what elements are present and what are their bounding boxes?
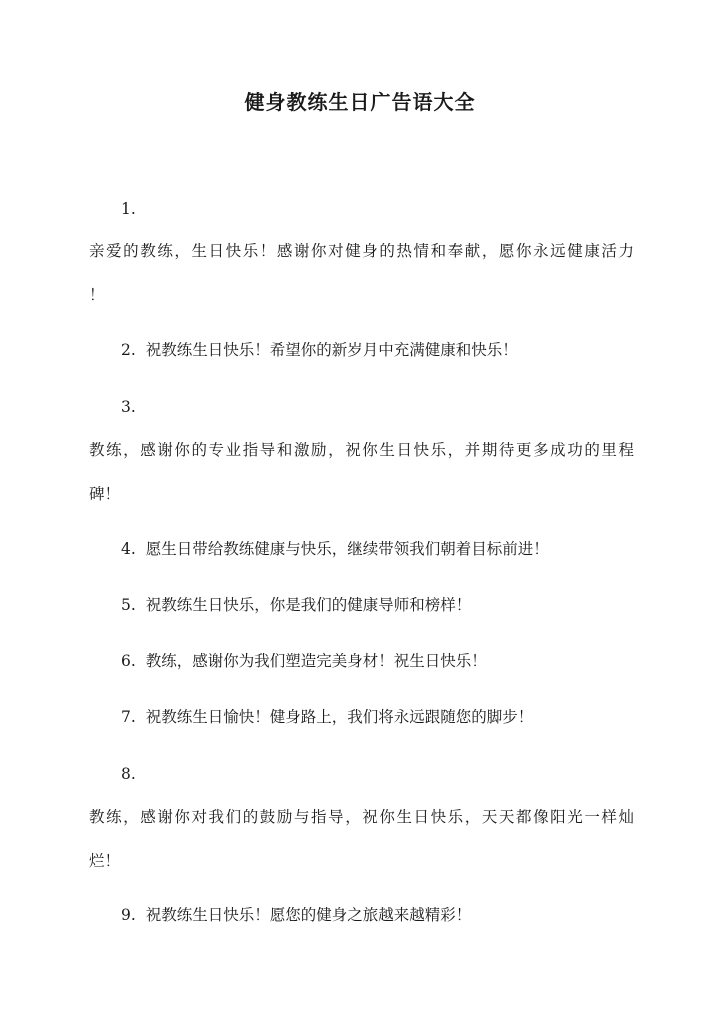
list-item — [121, 707, 533, 727]
list-item — [121, 651, 487, 671]
list-item-number: 6. — [121, 652, 136, 670]
list-item — [121, 905, 471, 925]
list-item — [121, 340, 518, 360]
list-item-number: 2. — [121, 341, 136, 359]
list-item-number: 3. — [121, 398, 136, 416]
list-item-number: 9. — [121, 906, 136, 924]
list-item-text: 愿生日带给教练健康与快乐，继续带领我们朝着目标前进！ — [145, 540, 549, 558]
list-item-text: 教练，感谢你的专业指导和激励，祝你生日快乐，并期待更多成功的里程 — [89, 441, 634, 459]
list-item-number: 1. — [121, 200, 136, 218]
list-item-number: 4. — [121, 540, 136, 558]
document-title: 健身教练生日广告语大全 — [244, 90, 476, 114]
list-item-text: 教练，感谢你为我们塑造完美身材！祝生日快乐！ — [145, 652, 487, 670]
list-item-text: 祝教练生日快乐，你是我们的健康导师和榜样！ — [145, 596, 472, 614]
list-item — [121, 595, 471, 615]
list-item-number: 7. — [121, 708, 136, 726]
list-item-number: 5. — [121, 596, 136, 614]
list-item-text: 祝教练生日快乐！愿您的健身之旅越来越精彩！ — [145, 906, 472, 924]
list-item-text: 教练，感谢你对我们的鼓励与指导，祝你生日快乐，天天都像阳光一样灿 — [89, 808, 634, 826]
list-item-text: 祝教练生日快乐！希望你的新岁月中充满健康和快乐！ — [145, 341, 518, 359]
list-item-text-continued: 碑！ — [89, 485, 121, 503]
list-item-number: 8. — [121, 765, 136, 783]
list-item-text-continued: 烂！ — [89, 852, 121, 870]
list-item-text-continued: ！ — [89, 286, 105, 304]
list-item-text: 亲爱的教练，生日快乐！感谢你对健身的热情和奉献，愿你永远健康活力 — [89, 242, 634, 260]
list-item — [121, 539, 549, 559]
list-item-text: 祝教练生日愉快！健身路上，我们将永远跟随您的脚步！ — [145, 708, 534, 726]
